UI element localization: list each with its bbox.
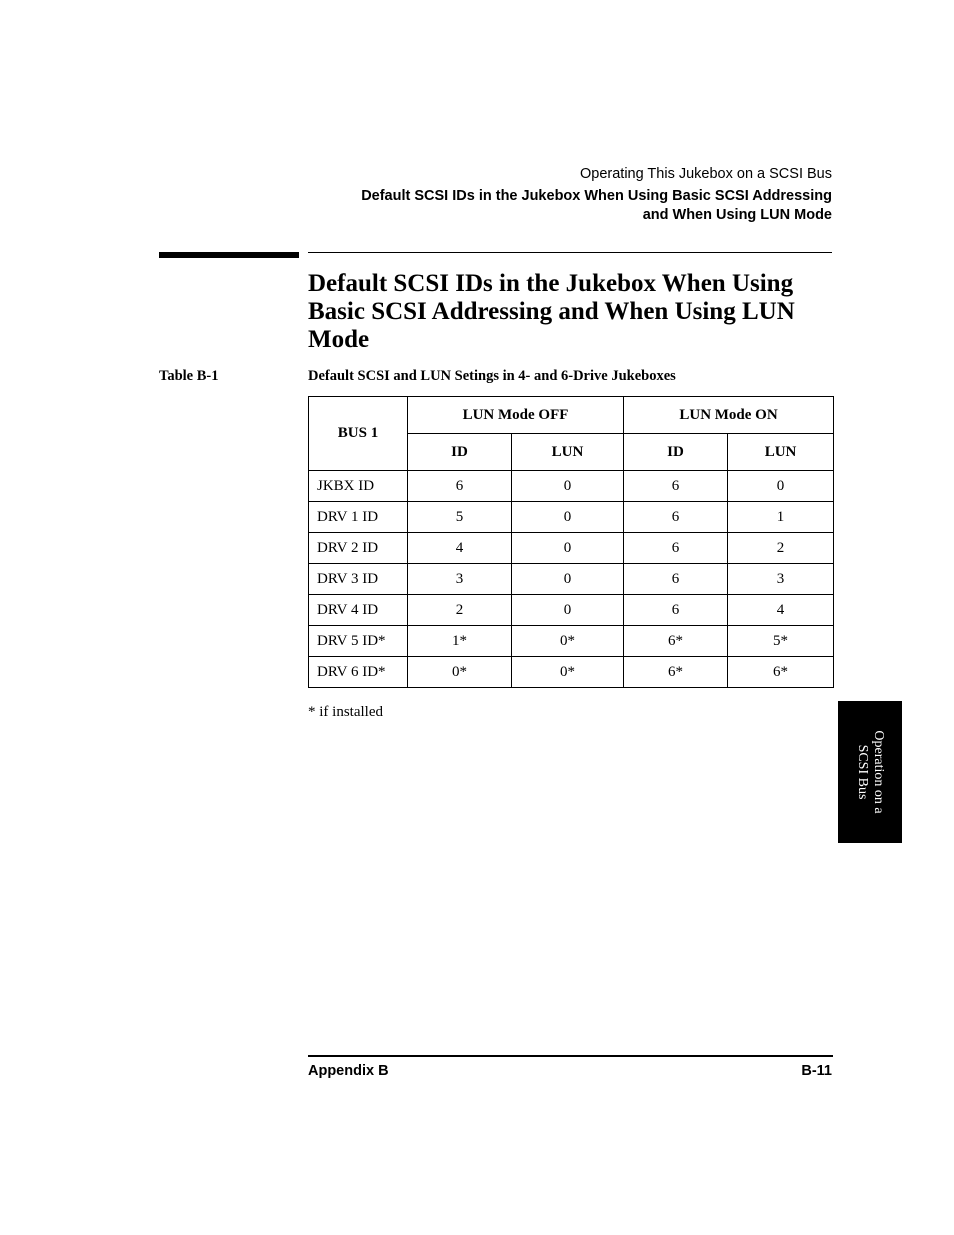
table-caption: Default SCSI and LUN Setings in 4- and 6-Drive Jukeboxes — [308, 368, 676, 384]
table-cell: 3 — [728, 564, 834, 595]
table-cell: 6 — [408, 471, 512, 502]
section-rule-thin — [308, 252, 832, 253]
page-title — [308, 270, 832, 354]
side-tab-line1: Operation on a — [871, 730, 886, 814]
table-row — [309, 564, 834, 595]
table-cell: 0* — [512, 657, 624, 688]
table-cell: 6 — [624, 471, 728, 502]
table-cell: 1 — [728, 502, 834, 533]
running-head-section-line2: and When Using LUN Mode — [642, 207, 832, 223]
table-cell: 0 — [728, 471, 834, 502]
table-cell: 3 — [408, 564, 512, 595]
table-cell: 0 — [512, 533, 624, 564]
table-row — [309, 533, 834, 564]
table-group-header: LUN Mode OFF — [408, 397, 624, 434]
running-head-section-line1: Default SCSI IDs in the Jukebox When Using Basic SCSI Addressing — [361, 188, 832, 204]
table-label: Table B-1 — [159, 368, 219, 384]
chapter-side-tab-label — [838, 701, 902, 843]
table-cell: 2 — [728, 533, 834, 564]
table-cell: 6* — [728, 657, 834, 688]
table-cell: 6 — [624, 564, 728, 595]
chapter-side-tab — [838, 701, 902, 843]
table-cell: 0 — [512, 502, 624, 533]
table-row-label: DRV 6 ID* — [309, 657, 408, 688]
table-cell: 6 — [624, 502, 728, 533]
table-subheader: ID — [624, 434, 728, 471]
table-cell: 5* — [728, 626, 834, 657]
page-title-line3: Mode — [308, 326, 370, 353]
table-cell: 0 — [512, 564, 624, 595]
table-row — [309, 626, 834, 657]
table-cell: 2 — [408, 595, 512, 626]
table-row-label: JKBX ID — [309, 471, 408, 502]
page-title-line1: Default SCSI IDs in the Jukebox When Using — [308, 270, 794, 297]
table-row-label: DRV 2 ID — [309, 533, 408, 564]
table-row — [309, 502, 834, 533]
footer-page-number: B-11 — [801, 1063, 832, 1079]
table-cell: 5 — [408, 502, 512, 533]
table-row — [309, 471, 834, 502]
footer-rule — [308, 1055, 833, 1057]
table-cell: 0* — [408, 657, 512, 688]
table-cell: 4 — [728, 595, 834, 626]
table-cell: 1* — [408, 626, 512, 657]
table-row-label: DRV 4 ID — [309, 595, 408, 626]
table-group-header: LUN Mode ON — [624, 397, 834, 434]
table-cell: 6 — [624, 533, 728, 564]
table-subheader: LUN — [512, 434, 624, 471]
table-row-label: DRV 5 ID* — [309, 626, 408, 657]
side-tab-line2: SCSI Bus — [855, 744, 870, 800]
running-head-section — [361, 187, 832, 225]
footer-appendix: Appendix B — [308, 1063, 389, 1079]
table-subheader: LUN — [728, 434, 834, 471]
table-header-row — [309, 397, 834, 434]
table-cell: 6* — [624, 657, 728, 688]
scsi-id-table — [308, 396, 834, 688]
table-cell: 6* — [624, 626, 728, 657]
page-title-line2: Basic SCSI Addressing and When Using LUN — [308, 298, 795, 325]
table-corner-header: BUS 1 — [309, 397, 408, 471]
table-row — [309, 657, 834, 688]
table-row — [309, 595, 834, 626]
table-cell: 0* — [512, 626, 624, 657]
table-cell: 4 — [408, 533, 512, 564]
table-subheader: ID — [408, 434, 512, 471]
section-rule-thick — [159, 252, 299, 258]
table-row-label: DRV 1 ID — [309, 502, 408, 533]
table-cell: 0 — [512, 471, 624, 502]
table-cell: 6 — [624, 595, 728, 626]
running-head — [361, 165, 832, 225]
table-footnote: * if installed — [308, 704, 383, 720]
table-cell: 0 — [512, 595, 624, 626]
table-row-label: DRV 3 ID — [309, 564, 408, 595]
running-head-chapter: Operating This Jukebox on a SCSI Bus — [579, 166, 832, 182]
